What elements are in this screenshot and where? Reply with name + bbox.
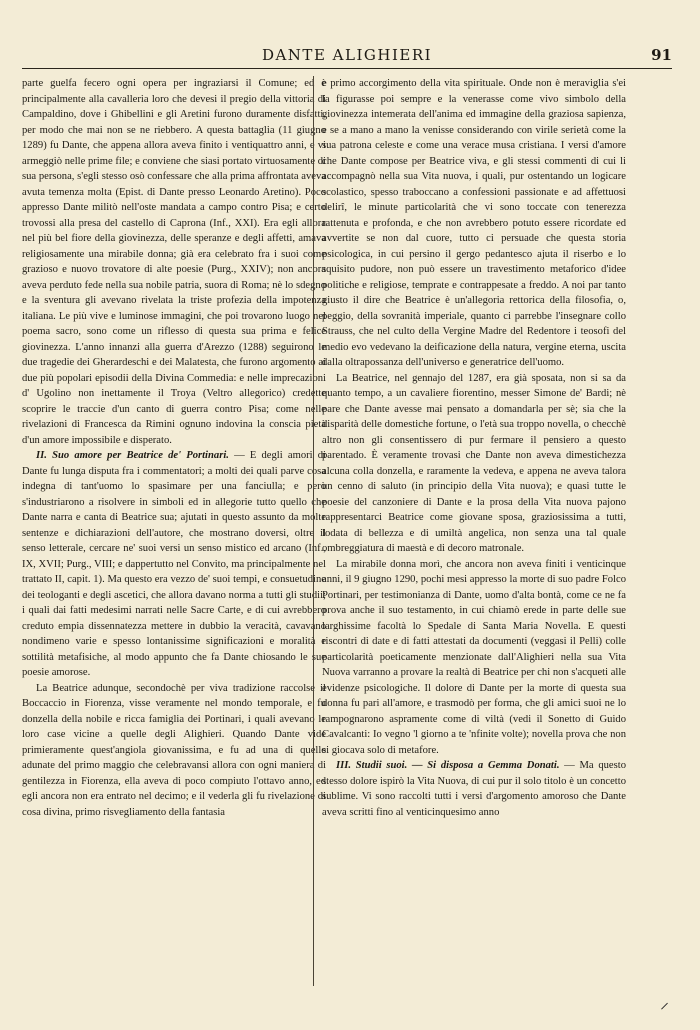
section-heading-beatrice: II. Suo amore per Beatrice de' Portinari. [36, 450, 229, 461]
right-paragraph-4-body: — Ma questo stesso dolore ispirò la Vita Nuova, di cui pur il solo titolo è un concetto sublime. Vi sono raccolti tutti i versi d'argomento amoroso che Dante aveva scritti fino al venticinquesimo anno [322, 760, 626, 818]
right-paragraph-3: La mirabile donna morì, che ancora non aveva finiti i venticinque anni, il 9 giugno 1290, pochi mesi appresso la morte di suo padre Folco Portinari, per testimonianza di Dante, uomo d'alta bontà, come ce ne fa prova anche il suo testamento, in cui chiamò erede in parte delle sue larghissime facoltà lo Spedale di Santa Maria Novella. E questi riscontri di date e di fatti attestati da documenti (veggasi il Pelli) colle particolarità poeticamente menzionate dall'Alighieri nella sua Vita Nuova varranno a provare la realtà di Beatrice per chi non s'acqueti alle evidenze psicologiche. Il dolore di Dante per la morte di questa sua donna fu pari all'amore, e trasmodò per forma, che gli amici suoi ne lo rampognarono aspramente come di viltà (vedi il Sonetto di Guido Cavalcanti: Io vegno 'l giorno a te 'nfinite volte); novella prova che non si giocava solo di metafore. [322, 558, 626, 756]
running-title: DANTE ALIGHIERI [261, 46, 433, 64]
right-column [322, 76, 626, 996]
section-heading-studii: III. Studii suoi. — Si disposa a Gemma Donati. [336, 760, 560, 771]
page-number: 91 [651, 46, 672, 64]
right-paragraph-1: e primo accorgimento della vita spirituale. Onde non è meraviglia s'ei la figurasse poi sempre e la venerasse come vivo simbolo della giovinezza intemerata dell'anima ed immagine della graziosa sapienza, e se a mano a mano la venisse considerando con virile serietà come la sua patrona celeste e come una verace musa cristiana. I versi d'amore che Dante compose per Beatrice viva, e gli stessi commenti di cui li accompagnò nella sua Vita nuova, i quali, pur ostentando un logicare scolastico, spesso traboccano a confessioni passionate e ad affettuosi delirî, le minute particolarità che vi sono toccate con tenerezza rattenuta e profonda, e che non avrebbero potuto essere ricordate ed avvertite se non dal cuore, tutto ci persuade che questa storia psicologica, in cui persino il gergo pedantesco ajuta il riserbo e lo squisito pudore, non può essere un travestimento metaforico d'idee politiche e religiose, temprate e contrappesate a freddo. A noi par tanto giusto il dire che Beatrice è un'allegoria rettorica della filosofia, o, peggio, della sovranità imperiale, quanto ci parrebbe l'insegnare collo Strauss, che nel culto della Vergine Madre del Redentore i teosofi del medio evo vedevano la deificazione della natura, vergine eterna, uscita dalla oltrapossanza dell'universo e generatrice dell'uomo. [322, 78, 626, 368]
header-rule [22, 68, 672, 69]
running-head [22, 46, 672, 70]
corner-ink-mark: ⸝ [660, 992, 669, 1013]
left-paragraph-3: La Beatrice adunque, secondochè per viva tradizione raccolse il Boccaccio in Fiorenza, visse veramente nel mondo temporale, e fu donzella della nobile e ricca famiglia dei Portinari, i quali avevano le loro case vicine a quelle degli Alighieri. Quando Dante vide primieramente quest'angiola giovanissima, e fu ad una di quelle adunate del primo maggio che celebravansi allora con ogni maniera di gentilezza in Fiorenza, ella aveva di poco compiuto l'ottavo anno, ed egli ancora non era entrato nel decimo; e il vederla gli fu rivelazione di cosa divina, primo risvegliamento della fantasia [22, 682, 326, 818]
left-paragraph-2 [22, 448, 326, 681]
left-paragraph-2-body: — E degli amori di Dante fu lunga disputa fra i commentatori; a molti dei quali parve cosa indegna di tant'uomo lo spasimare per una fanciulla; e però s'industriarono a risolvere in simboli ed in allegorie tutto quello che Dante narra e canta di Beatrice sua; ajutati in questo assunto da molte sentenze e dichiarazioni dell'autore, che mostrano doversi, oltre il senso letterale, cercare ne' suoi versi un senso mistico ed arcano (Inf., IX, XVII; Purg., VIII; e dappertutto nel Convito, ma principalmente nel trattato II, capit. 1). Ma questo era vezzo de' suoi tempi, e consuetudine dei teologanti e degli ascetici, che allora davano norma a tutti gli studii; i quali dai fatti medesimi narrati nelle Sacre Carte, e di cui avrebbero creduto empia dissennatezza mettere in dubbio la veracità, cavavano nondimeno varie e spesso lontanissime significazioni e moralità e sottilità metafisiche, al modo appunto che fa Dante chiosando le sue poesie amorose. [22, 450, 326, 678]
right-paragraph-4 [322, 758, 626, 820]
column-divider [313, 76, 314, 986]
right-paragraph-2: La Beatrice, nel gennajo del 1287, era già sposata, non si sa da quanto tempo, a un cavaliere fiorentino, messer Simone de' Bardi; nè pare che Dante avesse mai pensato a domandarla per sè; sia che la disparità delle domestiche fortune, o l'età sua troppo novella, o checchè altro non gli consentissero di pur fermare il pensiero a questo parentado. È veramente trovasi che Dante non aveva dimestichezza alcuna colla donzella, e raramente la vedeva, e appena ne aveva talora un cenno di saluto (in principio della Vita nuova); e quasi tutte le poesie del canzoniere di Dante e la prosa della Vita nuova pajono rappresentarci Beatrice come giovane sposa, graziosissima a tutti, lodata di bellezza e di umiltà angelica, non senza una tal quale ombreggiatura di maestà e di decoro matronale. [322, 372, 626, 554]
left-paragraph-1: parte guelfa fecero ogni opera per ingraziarsi il Comune; ed è principalmente alla cavalleria loro che devesi il pregio della vittoria di Campaldino, dove i Ghibellini e gli Aretini furono duramente disfatti, per modo che mai non se ne riebbero. A questa battaglia (11 giugno 1289) fu Dante, che appena allora aveva finito i ventiquattro anni, e vi armeggiò nelle prime file; e conviene che siasi portato virtuosamente di sua persona, s'egli stesso osò confessare che alla prima affrontata aveva avuta temenza molta (Epist. di Dante presso Leonardo Aretino). Poco appresso Dante militò nell'oste mandata a campo contro Pisa; e certo trovossi alla presa del castello di Caprona (Inf., XXI). Era egli allora nel più bel fiore della giovinezza, delle speranze e degli affetti, amava religiosamente una mirabile donna; già era celebrato fra i suoi come grazioso e nuovo trovatore di alte poesie (Purg., XXIV); non ancora aveva perduto fede nella sua nobile patria, suora di Roma; nè lo sdegno e la sventura gli avevano rivelata la triste profezia della impotenza italiana. Le più vive e luminose immagini, che poi trovarono luogo nel poema sacro, sono come un riflesso di questa sua prima e felice giovinezza. L'anno innanzi alla guerra d'Arezzo (1288) seguirono le due tragedie dei Gherardeschi e dei Malatesta, che furono argomento ai due più popolari episodii della Divina Commedia: e nelle imprecazioni d' Ugolino non inettamente il Troya (Veltro allegorico) credette scoprire le traccie d'un canto di guerra contro Pisa; come nelle rivelazioni di Francesca da Rimini ognuno indovina la conscia pietà d'un amore impossibile e disperato. [22, 78, 326, 446]
left-column [22, 76, 326, 996]
